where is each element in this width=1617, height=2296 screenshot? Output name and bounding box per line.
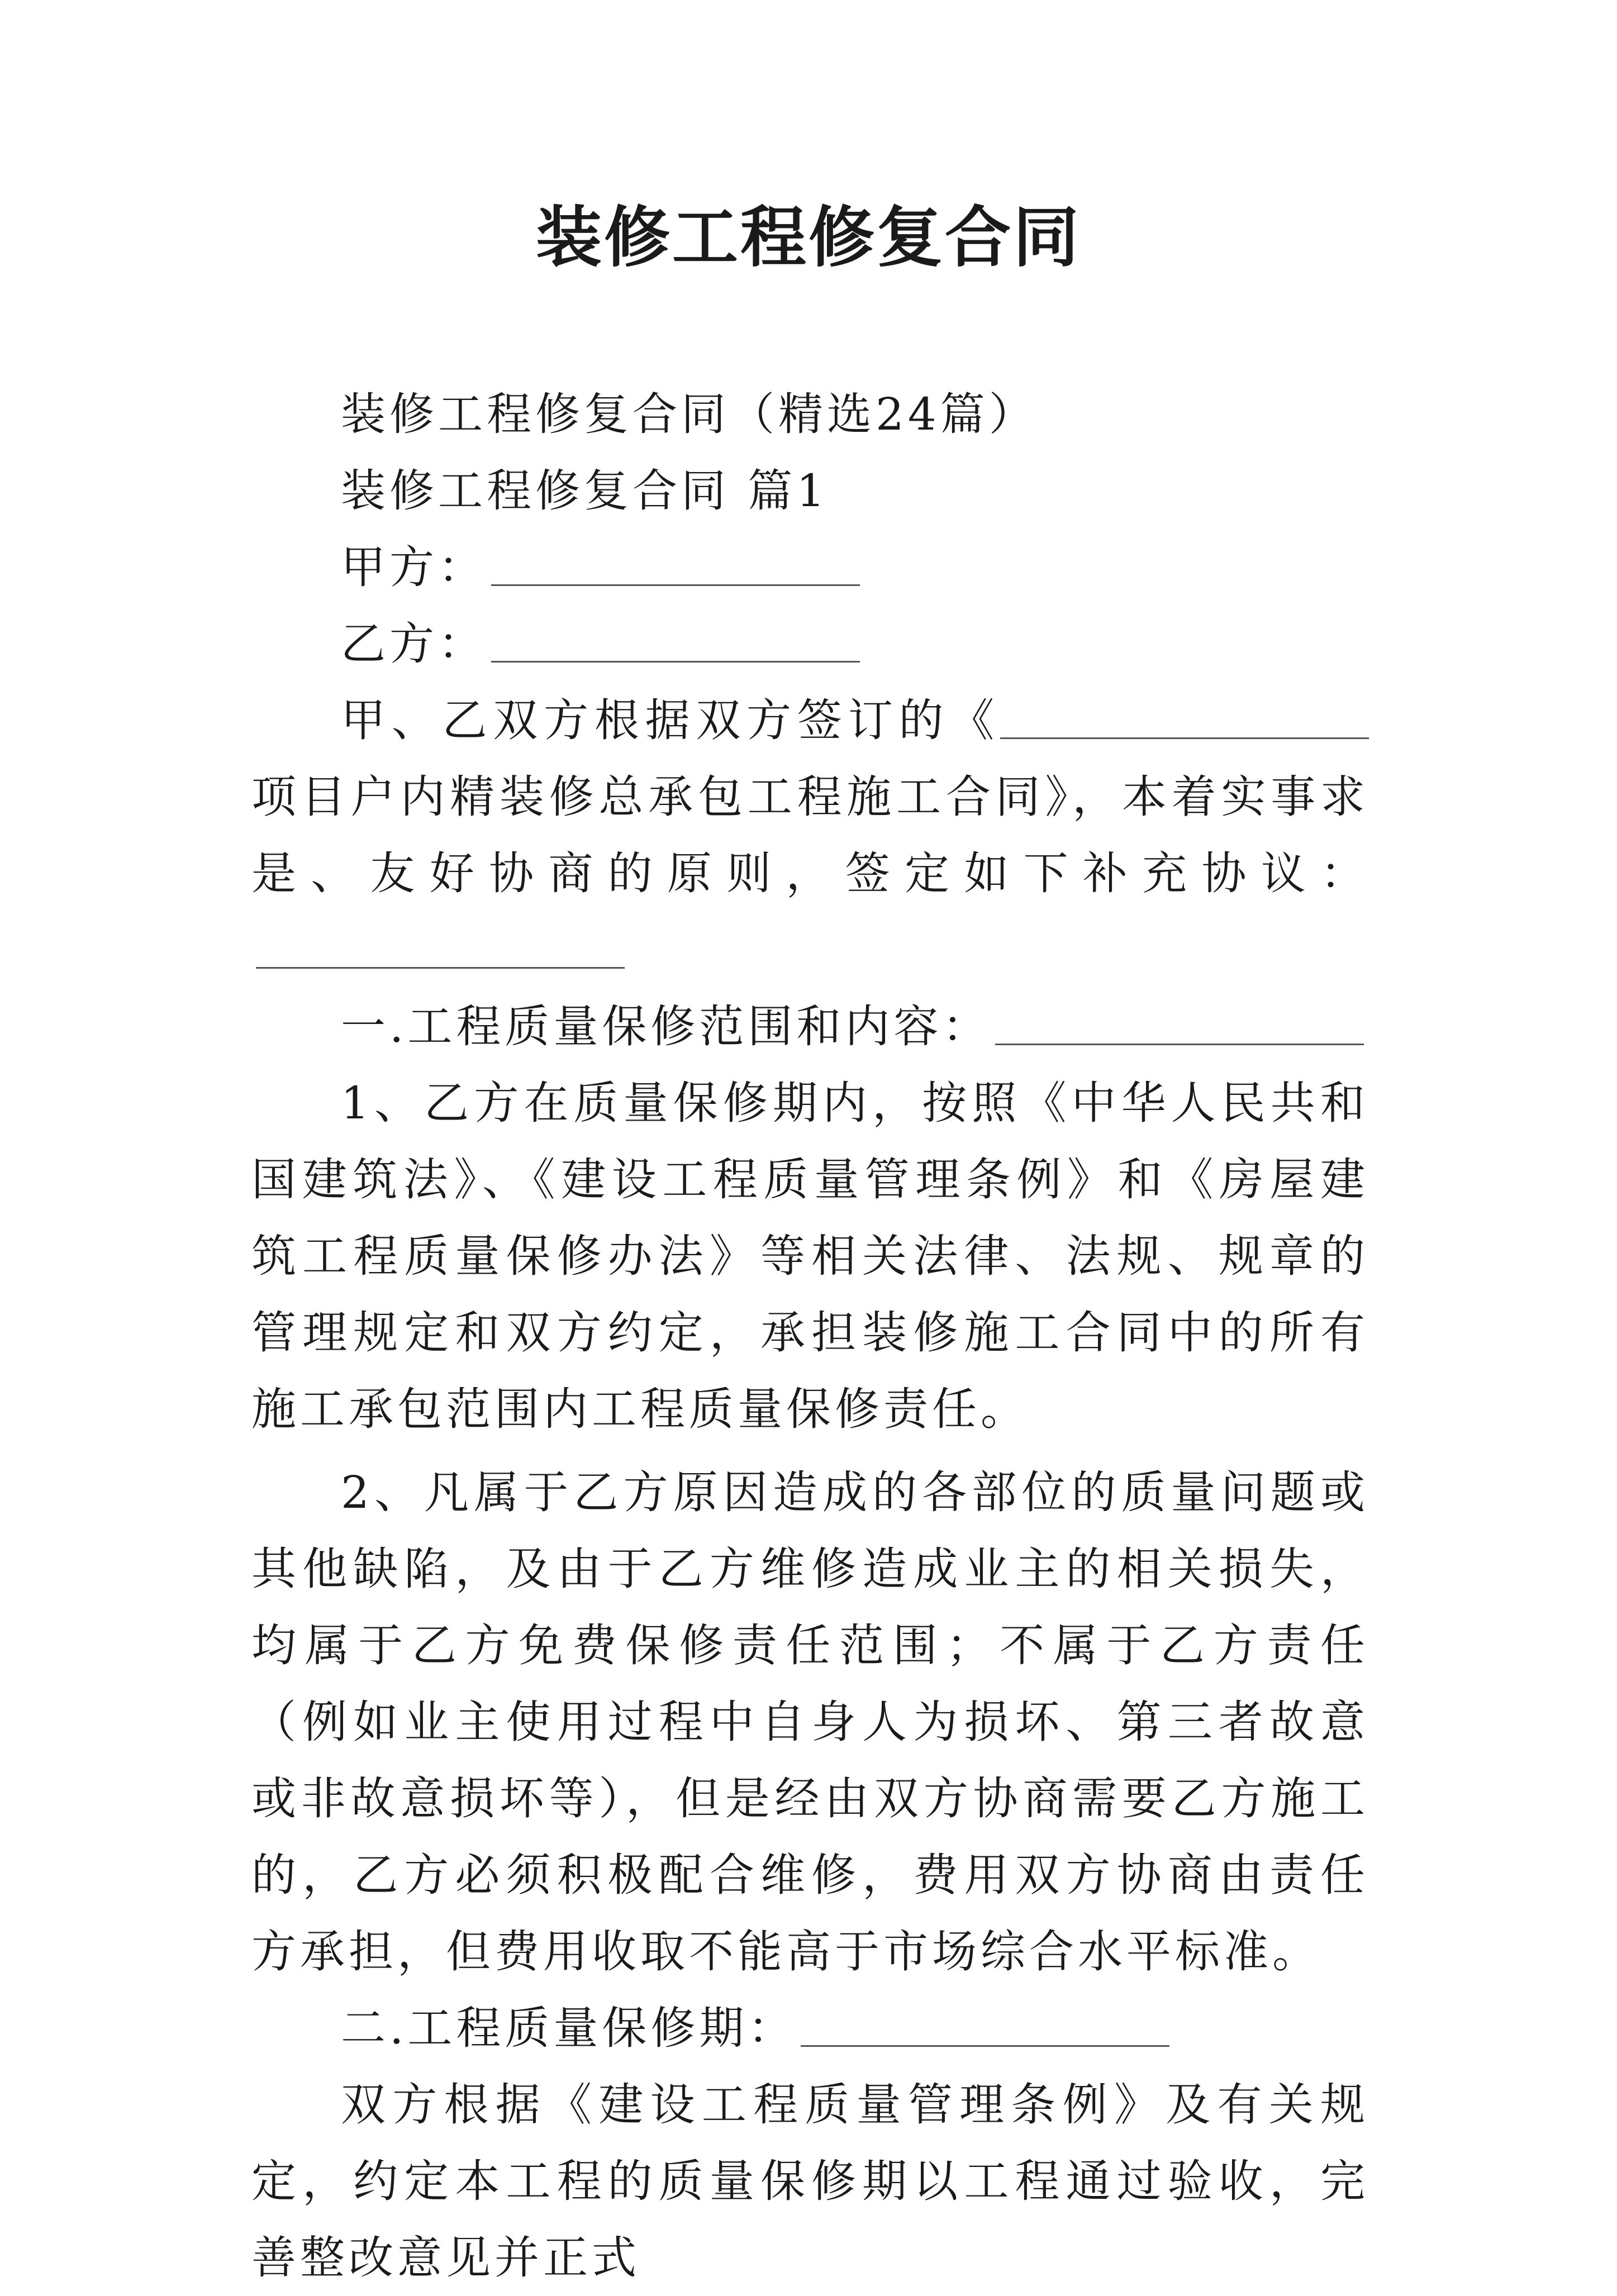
party-b-line [251, 606, 1369, 682]
intro-text-end: 项目户内精装修总承包工程施工合同》，本着实事求是、友好协商的原则，签定如下补充协议： [251, 771, 1369, 899]
intro-paragraph [251, 682, 1369, 988]
party-a-label: 甲方： [341, 541, 487, 593]
party-a-blank [491, 545, 860, 586]
clause1-heading-line [251, 988, 1369, 1065]
document-subtitle: 装修工程修复合同（精选24篇） [341, 388, 1038, 440]
document-body [251, 376, 1369, 2296]
clause2-text: 双方根据《建设工程质量管理条例》及有关规定，约定本工程的质量保修期以工程通过验收，完善整改意见并正式 [251, 2079, 1369, 2284]
clause1-item2: 2、凡属于乙方原因造成的各部位的质量问题或其他缺陷，及由于乙方维修造成业主的相关损失，均属于乙方免费保修责任范围；不属于乙方责任（例如业主使用过程中自身人为损坏、第三者故意或非故意损坏等），但是经由双方协商需要乙方施工的，乙方必须积极配合维修，费用双方协商由责任方承担，但费用收取不能高于市场综合水平标准。 [251, 1466, 1369, 1978]
project-name-blank [1000, 698, 1369, 739]
agreement-blank [256, 928, 625, 969]
intro-text-start: 甲、乙双方根据双方签订的《 [341, 694, 1000, 746]
party-a-line [251, 529, 1369, 606]
clause2-heading-line [251, 1990, 1369, 2066]
clause1-heading: 一.工程质量保修范围和内容： [341, 1001, 991, 1052]
section-heading: 装修工程修复合同 篇1 [341, 465, 829, 517]
clause2-blank [801, 2006, 1169, 2047]
clause1-blank [995, 1004, 1364, 1045]
clause2-heading: 二.工程质量保修期： [341, 2002, 797, 2054]
party-b-blank [491, 622, 860, 663]
document-title: 装修工程修复合同 [535, 198, 1081, 276]
party-b-label: 乙方： [341, 618, 487, 670]
clause1-item1: 1、乙方在质量保修期内，按照《中华人民共和国建筑法》、《建设工程质量管理条例》和《房屋建筑工程质量保修办法》等相关法律、法规、规章的管理规定和双方约定，承担装修施工合同中的所有施工承包范围内工程质量保修责任。 [251, 1077, 1369, 1435]
